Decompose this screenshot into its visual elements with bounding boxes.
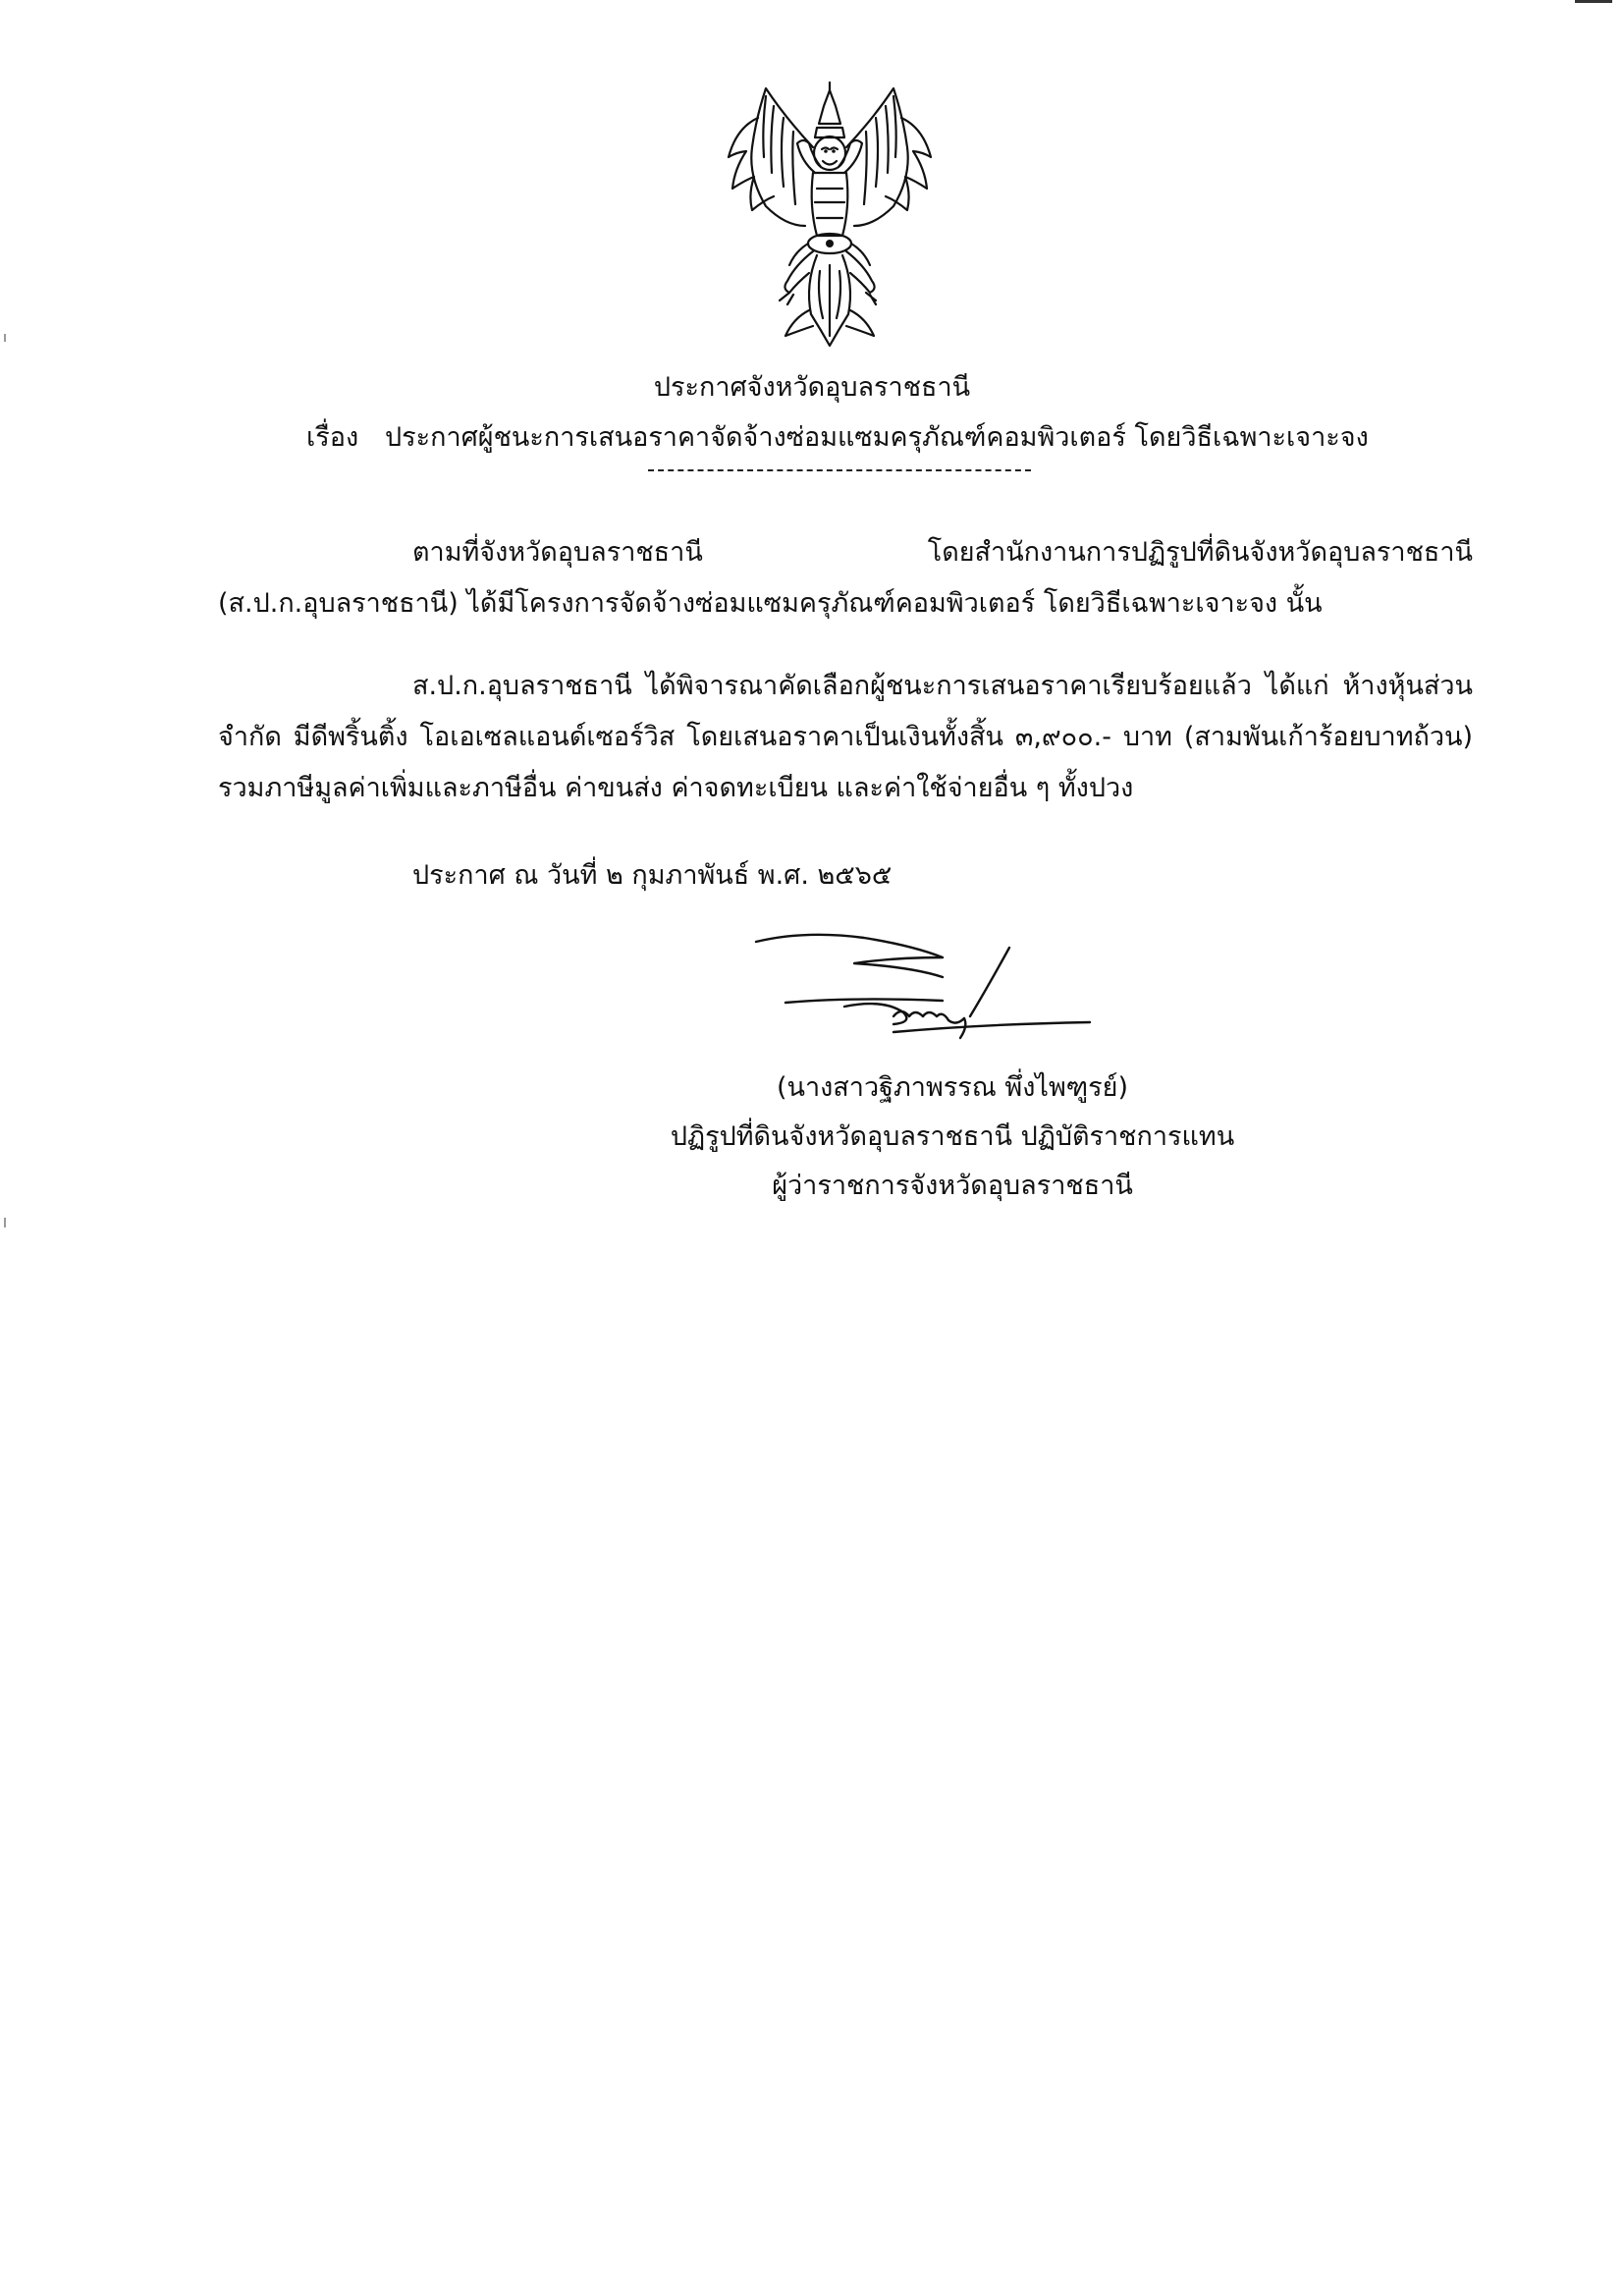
scan-edge-speck xyxy=(4,334,6,342)
handwritten-signature xyxy=(746,928,1100,1056)
body-paragraph-2: ส.ป.ก.อุบลราชธานี ได้พิจารณาคัดเลือกผู้ชนะการเสนอราคาเรียบร้อยแล้ว ได้แก่ ห้างหุ้นส่วนจำกัด มีดีพริ้นติ้ง โอเอเซลแอนด์เซอร์วิส โดยเสนอราคาเป็นเงินทั้งสิ้น ๓,๙๐๐.- บาท (สามพันเก้าร้อยบาทถ้วน) รวมภาษีมูลค่าเพิ่มและภาษีอื่น ค่าขนส่ง ค่าจดทะเบียน และค่าใช้จ่ายอื่น ๆ ทั้งปวง xyxy=(218,671,1473,803)
subject-line xyxy=(306,418,1369,458)
garuda-emblem-icon xyxy=(707,79,952,354)
signatory-position: ปฏิรูปที่ดินจังหวัดอุบลราชธานี ปฏิบัติราชการแทน xyxy=(670,1121,1235,1152)
subject-text: ประกาศผู้ชนะการเสนอราคาจัดจ้างซ่อมแซมครุภัณฑ์คอมพิวเตอร์ โดยวิธีเฉพาะเจาะจง xyxy=(385,422,1369,453)
title-divider xyxy=(648,469,1031,471)
signatory-name: (นางสาวฐิภาพรรณ พึ่งไพฑูรย์) xyxy=(776,1072,1129,1103)
document-title: ประกาศจังหวัดอุบลราชธานี xyxy=(653,372,971,403)
body-paragraph-1: ตามที่จังหวัดอุบลราชธานี โดยสำนักงานการปฏิรูปที่ดินจังหวัดอุบลราชธานี (ส.ป.ก.อุบลราชธานี) ได้มีโครงการจัดจ้างซ่อมแซมครุภัณฑ์คอมพิวเตอร์ โดยวิธีเฉพาะเจาะจง นั้น xyxy=(218,537,1473,619)
scan-edge-speck xyxy=(4,1218,6,1227)
announcement-date: ประกาศ ณ วันที่ ๒ กุมภาพันธ์ พ.ศ. ๒๕๖๕ xyxy=(412,860,893,891)
subject-label: เรื่อง xyxy=(306,422,359,453)
signatory-acting-for: ผู้ว่าราชการจังหวัดอุบลราชธานี xyxy=(772,1171,1133,1201)
scan-corner-mark xyxy=(1575,0,1612,3)
